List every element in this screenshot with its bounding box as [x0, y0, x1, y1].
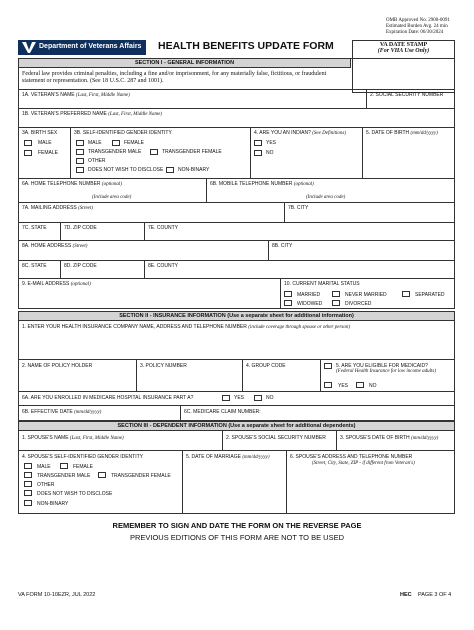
indian-label: 4. ARE YOU AN INDIAN? (See Definitions)	[254, 130, 347, 136]
marital-status-label: 10. CURRENT MARITAL STATUS	[284, 281, 360, 287]
mailing-state-label: 7C. STATE	[22, 225, 47, 231]
gender-other-label: OTHER	[88, 158, 106, 164]
mailing-address-label: 7A. MAILING ADDRESS (Street)	[22, 205, 93, 211]
gender-male-checkbox[interactable]	[76, 140, 84, 146]
omb-approval: OMB Approved No. 2900-0091	[386, 18, 450, 23]
gender-female-checkbox[interactable]	[112, 140, 120, 146]
dob-label: 5. DATE OF BIRTH (mm/dd/yyyy)	[366, 130, 438, 136]
medicare-yes-label: YES	[234, 395, 245, 401]
omb-burden: Estimated Burden Avg. 24 min	[386, 24, 448, 29]
marital-never-checkbox[interactable]	[332, 291, 340, 297]
form-title: HEALTH BENEFITS UPDATE FORM	[158, 40, 334, 52]
gender-other-checkbox[interactable]	[76, 158, 84, 164]
home-county-label: 8E. COUNTY	[148, 263, 179, 269]
spouse-gender-female-checkbox[interactable]	[60, 463, 68, 469]
indian-yes-label: YES	[266, 140, 277, 146]
spouse-ssn-label: 2. SPOUSE'S SOCIAL SECURITY NUMBER	[226, 435, 326, 441]
mailing-zip-label: 7D. ZIP CODE	[64, 225, 97, 231]
agency-name: Department of Veterans Affairs	[39, 43, 142, 50]
gender-trans-female-checkbox[interactable]	[150, 149, 158, 155]
spouse-gender-nonbinary-label: NON-BINARY	[37, 501, 69, 507]
medicaid-hint: (Federal Health Insurance for low income adults)	[336, 369, 436, 374]
marital-divorced-label: DIVORCED	[345, 301, 372, 307]
group-code-label: 4. GROUP CODE	[246, 363, 286, 369]
spouse-gender-no-disclose-label: DOES NOT WISH TO DISCLOSE	[37, 491, 113, 497]
home-zip-label: 8D. ZIP CODE	[64, 263, 97, 269]
home-phone-label: 6A. HOME TELEPHONE NUMBER (optional)	[22, 181, 122, 187]
gender-female-label: FEMALE	[124, 140, 145, 146]
stamp-title: VA DATE STAMP	[379, 42, 428, 48]
spouse-gender-female-label: FEMALE	[73, 464, 94, 470]
mobile-phone-label: 6B. MOBILE TELEPHONE NUMBER (optional)	[210, 181, 314, 187]
gender-no-disclose-label: DOES NOT WISH TO DISCLOSE	[88, 167, 164, 173]
ssn-label: 2. SOCIAL SECURITY NUMBER	[370, 92, 444, 98]
spouse-gender-male-checkbox[interactable]	[24, 463, 32, 469]
marital-married-checkbox[interactable]	[284, 291, 292, 297]
medicaid-yes-label: YES	[338, 383, 349, 389]
home-state-label: 8C. STATE	[22, 263, 47, 269]
medicaid-no-label: NO	[369, 383, 377, 389]
penalty-warning: Federal law provides criminal penalties, including a fine and/or imprisonment, for any materially false, fictitious, or fraudulent statement or representation. (See 18 U.S.C. 287 and 1001).	[22, 71, 327, 84]
marital-divorced-checkbox[interactable]	[332, 300, 340, 306]
sign-reminder: REMEMBER TO SIGN AND DATE THE FORM ON THE REVERSE PAGE	[112, 521, 362, 530]
home-city-label: 8B. CITY	[272, 243, 293, 249]
va-seal-icon	[21, 41, 37, 54]
effective-date-label: 6B. EFFECTIVE DATE (mm/dd/yyyy)	[22, 409, 102, 415]
spouse-dob-label: 3. SPOUSE'S DATE OF BIRTH (mm/dd/yyyy)	[340, 435, 439, 441]
omb-info	[386, 18, 466, 36]
medicare-no-checkbox[interactable]	[254, 395, 262, 401]
birth-sex-male-label: MALE	[38, 140, 52, 146]
omb-expiration: Expiration Date: 06/30/2024	[386, 30, 444, 35]
gender-identity-label: 3B. SELF-IDENTIFIED GENDER IDENTITY	[74, 130, 172, 136]
section-3-title: SECTION III - DEPENDENT INFORMATION (Use a separate sheet for additional dependents)	[18, 421, 455, 431]
medicare-yes-checkbox[interactable]	[222, 395, 230, 401]
gender-no-disclose-checkbox[interactable]	[76, 167, 84, 173]
policy-number-label: 3. POLICY NUMBER	[140, 363, 187, 369]
birth-sex-male-checkbox[interactable]	[24, 140, 32, 146]
spouse-name-label: 1. SPOUSE'S NAME (Last, First, Middle Name)	[22, 435, 124, 441]
gender-trans-male-label: TRANSGENDER MALE	[88, 149, 142, 155]
medicaid-flag-box[interactable]	[324, 363, 332, 369]
mailing-city-label: 7B. CITY	[288, 205, 309, 211]
spouse-gender-other-checkbox[interactable]	[24, 481, 32, 487]
section-2-title: SECTION II - INSURANCE INFORMATION (Use a separate sheet for additional information)	[18, 311, 455, 321]
indian-yes-checkbox[interactable]	[254, 140, 262, 146]
gender-nonbinary-label: NON-BINARY	[178, 167, 210, 173]
email-label: 9. E-MAIL ADDRESS (optional)	[22, 281, 91, 287]
home-phone-hint: (Include area code)	[92, 195, 132, 200]
mailing-county-label: 7E. COUNTY	[148, 225, 179, 231]
section-1-title: SECTION I - GENERAL INFORMATION	[18, 58, 351, 68]
indian-no-label: NO	[266, 150, 274, 156]
spouse-gender-other-label: OTHER	[37, 482, 55, 488]
medicare-claim-label: 6C. MEDICARE CLAIM NUMBER:	[184, 409, 261, 415]
home-address-label: 8A. HOME ADDRESS (Street)	[22, 243, 88, 249]
spouse-gender-trans-female-label: TRANSGENDER FEMALE	[111, 473, 171, 479]
preferred-name-label: 1B. VETERAN'S PREFERRED NAME (Last, First, Middle Name)	[22, 111, 163, 117]
hec-code: HEC	[400, 592, 412, 598]
insurance-company-label: 1. ENTER YOUR HEALTH INSURANCE COMPANY NAME, ADDRESS AND TELEPHONE NUMBER (include coverage through spouse or other person)	[22, 324, 351, 330]
va-logo-banner	[18, 40, 146, 55]
medicaid-no-checkbox[interactable]	[356, 382, 364, 388]
marital-widowed-label: WIDOWED	[297, 301, 323, 307]
gender-trans-male-checkbox[interactable]	[76, 149, 84, 155]
stamp-note: (For VHA Use Only)	[377, 48, 430, 54]
spouse-gender-male-label: MALE	[37, 464, 51, 470]
page-number: PAGE 3 OF 4	[418, 592, 452, 598]
marriage-date-label: 5. DATE OF MARRIAGE (mm/dd/yyyy)	[186, 454, 270, 460]
previous-editions-note: PREVIOUS EDITIONS OF THIS FORM ARE NOT TO BE USED	[129, 533, 345, 542]
spouse-gender-no-disclose-checkbox[interactable]	[24, 490, 32, 496]
marital-separated-label: SEPARATED	[415, 292, 445, 298]
spouse-gender-nonbinary-checkbox[interactable]	[24, 500, 32, 506]
indian-no-checkbox[interactable]	[254, 150, 262, 156]
medicare-part-a-label: 6A. ARE YOU ENROLLED IN MEDICARE HOSPITAL INSURANCE PART A?	[22, 395, 194, 401]
marital-never-label: NEVER MARRIED	[345, 292, 387, 298]
spouse-gender-label: 4. SPOUSE'S SELF-IDENTIFIED GENDER IDENTITY	[22, 454, 143, 460]
spouse-address-label: 6. SPOUSE'S ADDRESS AND TELEPHONE NUMBER	[290, 454, 413, 460]
birth-sex-label: 3A. BIRTH SEX	[22, 130, 58, 136]
mobile-phone-hint: (Include area code)	[306, 195, 346, 200]
medicare-no-label: NO	[266, 395, 274, 401]
marital-widowed-checkbox[interactable]	[284, 300, 292, 306]
birth-sex-female-label: FEMALE	[38, 150, 59, 156]
gender-male-label: MALE	[88, 140, 102, 146]
gender-trans-female-label: TRANSGENDER FEMALE	[162, 149, 222, 155]
form-number: VA FORM 10-10EZR, JUL 2022	[18, 592, 96, 598]
spouse-address-hint: (Street, City, State, ZIP - if different from Veteran's)	[312, 461, 415, 466]
marital-separated-checkbox[interactable]	[402, 291, 410, 297]
veteran-name-label: 1A. VETERAN'S NAME (Last, First, Middle Name)	[22, 92, 130, 98]
spouse-gender-trans-male-label: TRANSGENDER MALE	[37, 473, 91, 479]
spouse-gender-trans-male-checkbox[interactable]	[24, 472, 32, 478]
medicaid-label: 5. ARE YOU ELIGIBLE FOR MEDICAID?	[336, 363, 428, 369]
gender-nonbinary-checkbox[interactable]	[166, 167, 174, 173]
spouse-gender-trans-female-checkbox[interactable]	[98, 472, 106, 478]
medicaid-yes-checkbox[interactable]	[324, 382, 332, 388]
birth-sex-female-checkbox[interactable]	[24, 150, 32, 156]
policy-holder-label: 2. NAME OF POLICY HOLDER	[22, 363, 93, 369]
marital-married-label: MARRIED	[297, 292, 321, 298]
